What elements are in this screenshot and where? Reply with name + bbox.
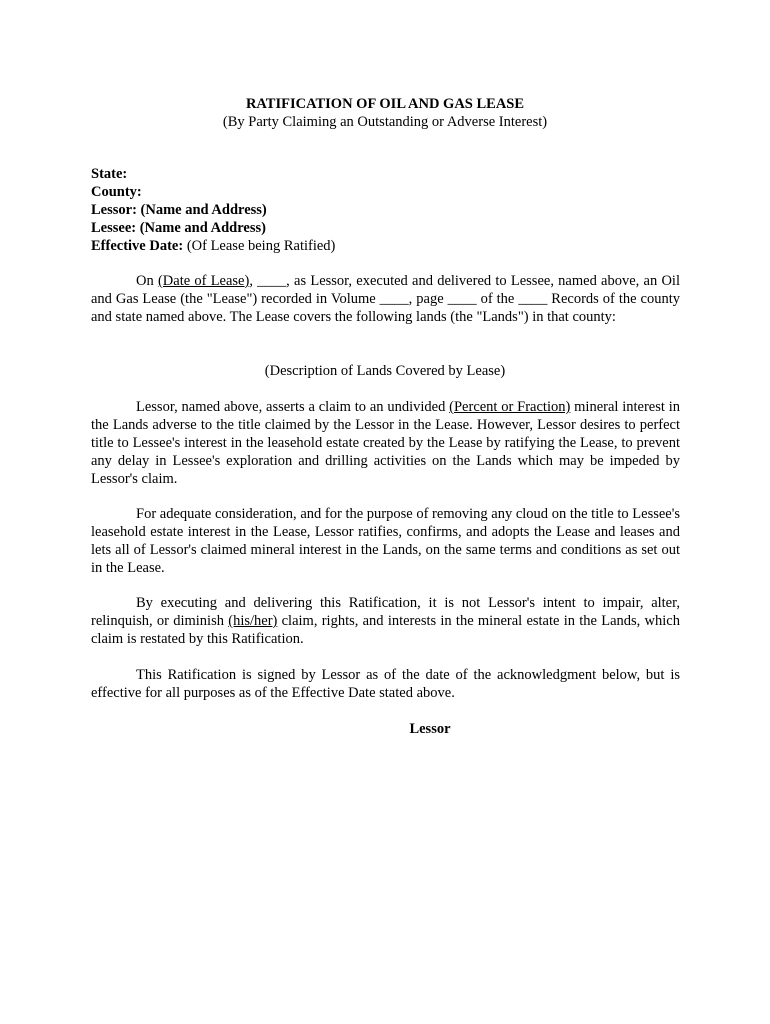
lessor-signature-label: Lessor <box>409 721 451 737</box>
p2-text-b: mineral interest in the Lands adverse to the title claimed by the Lessor in the Lease. However, Lessor desires to perfect title to Lessee's interest in the leasehold estate created by the Lease by ratifying the Lease, to prevent any delay in Lessee's exploration and drilling activities on the Lands which may be impeded by Lessor's claim. <box>91 399 681 487</box>
effective-date-note: (Of Lease being Ratified) <box>183 238 336 254</box>
state-label: State: <box>91 166 128 182</box>
document-subtitle: (By Party Claiming an Outstanding or Adverse Interest) <box>222 114 548 130</box>
lessor-label: Lessor: (Name and Address) <box>91 202 267 218</box>
effective-date-label: Effective Date: <box>91 238 184 254</box>
paragraph-ratification: For adequate consideration, and for the purpose of removing any cloud on the title to Lessee's leasehold estate interest in the Lease, Lessor ratifies, confirms, and adopts the Lease and leases and lets all of Lessor's claimed mineral interest in the Lands, on the same terms and conditions as set out in the Lease. <box>91 506 680 576</box>
pronoun-placeholder: (his/her) <box>228 613 278 629</box>
date-of-lease-placeholder: (Date of Lease) <box>157 273 250 289</box>
lease-fields <box>91 165 335 255</box>
lands-description: (Description of Lands Covered by Lease) <box>264 363 506 379</box>
lessee-label: Lessee: (Name and Address) <box>91 220 266 236</box>
paragraph-adverse-claim <box>91 398 680 488</box>
p1-text-a: On <box>136 273 158 289</box>
p4-text-b: claim, rights, and interests in the mineral estate in the Lands, which claim is restated by this Ratification. <box>91 613 680 647</box>
paragraph-intent <box>91 594 680 648</box>
paragraph-effective: This Ratification is signed by Lessor as of the date of the acknowledgment below, but is effective for all purposes as of the Effective Date stated above. <box>91 667 680 701</box>
p4-text-a: By executing and delivering this Ratification, it is not Lessor's intent to impair, alter, relinquish, or diminish <box>91 595 680 629</box>
effective-date-line <box>91 237 335 255</box>
p1-text-b: , ____, as Lessor, executed and delivered to Lessee, named above, an Oil and Gas Lease (the "Lease") recorded in Volume ____, page ____ of the ____ Records of the county and state named above. The Lease covers the following lands (the "Lands") in that county: <box>91 273 680 325</box>
paragraph-lease-recital <box>91 272 680 326</box>
document-title: RATIFICATION OF OIL AND GAS LEASE <box>245 96 525 112</box>
p2-text-a: Lessor, named above, asserts a claim to an undivided <box>136 399 450 415</box>
percent-fraction-placeholder: (Percent or Fraction) <box>449 399 571 415</box>
county-label: County: <box>91 184 142 200</box>
